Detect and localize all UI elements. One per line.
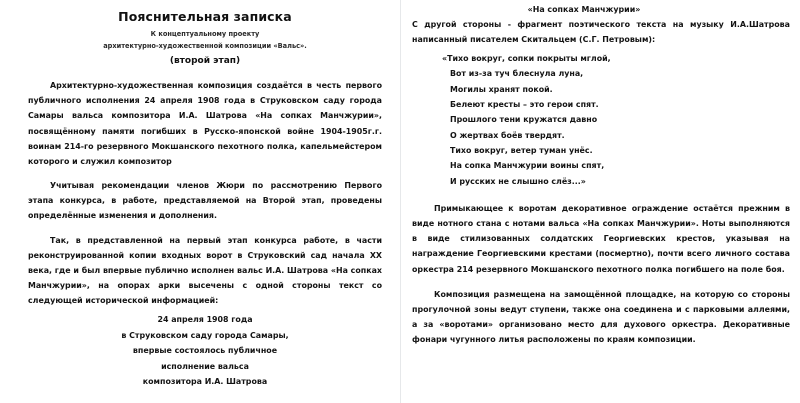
page-title: Пояснительная записка [118,9,292,24]
poem-line-5: Прошлого тени кружатся давно [450,115,598,125]
poem-line-1: «Тихо вокруг, сопки покрыты мглой, [442,53,611,63]
stage-label: (второй этап) [169,56,241,67]
inscription-block [28,312,382,389]
inscription-line-3: впервые состоялось публичное [132,346,278,356]
poem-body-spacer [412,189,790,201]
subtitle-line-1: К концептуальному проекту [150,30,260,38]
column-divider [400,0,401,403]
poem-line-3: Могилы хранят покой. [450,84,553,94]
title-body-spacer [28,66,382,78]
right-paragraph-2: Композиция размещена на замощённой площадке, на которую со стороны прогулочной зоны ведут ступени, также она соединена и с парковыми аллеями, а за «воротами» организовано место для духового оркестра. Декоративные фонари чугунного литья расположены по краям композиции. [412,289,790,345]
left-paragraph-3: Так, в представленной на первый этап конкурса работе, в части реконструированной копии входных ворот в Струковский сад начала XX века, где и был впервые публично исполнен вальс И.А. Шатрова «На сопках Манчжурии», на опорах арки высечены с одной стороны текст со следующей исторической информацией: [28,235,382,306]
poem-line-4: Белеют кресты – это герои спят. [450,99,599,109]
subtitle-line-2: архитектурно-художественной композиции «Вальс». [103,41,307,50]
left-paragraph-2: Учитывая рекомендации членов Жюри по рассмотрению Первого этапа конкурса, в работе, представляемой на Второй этап, проведены определённые изменения и дополнения. [28,181,382,221]
inscription-line-2: в Струковском саду города Самары, [121,330,289,340]
poem-line-2: Вот из-за туч блеснула луна, [450,69,584,79]
poem-line-6: О жертвах боёв твердят. [450,130,565,140]
inscription-line-5: композитора И.А. Шатрова [142,377,268,387]
right-column-heading: «На сопках Манчжурии» [527,5,641,14]
poem-line-7: Тихо вокруг, ветер туман унёс. [450,145,593,155]
poem-line-9: И русских не слышно слёз...» [450,176,586,186]
right-intro-paragraph: С другой стороны - фрагмент поэтического текста на музыку И.А.Шатрова написанный писателем Скитальцем (С.Г. Петровым): [412,19,790,44]
left-paragraph-1: Архитектурно-художественная композиция создаётся в честь первого публичного исполнения 24 апреля 1908 года в Струковском саду города Самары вальса композитора И.А. Шатрова «На сопках Манчжурии», посвящённому памяти погибших в Русско-японской войне 1904-1905г.г. воинам 214-го резервного Мокшанского пехотного полка, капельмейстером которого и служил композитор [28,81,382,166]
right-column [400,0,800,403]
poem-line-8: На сопка Манчжурии воины спят, [450,161,605,171]
right-paragraph-1: Примыкающее к воротам декоративное ограждение остаётся прежним в виде нотного стана с нотами вальса «На сопках Манчжурии». Ноты выполняются в виде стилизованных солдатских Георгиевских крестов, указывая на награждение Георгиевскими крестами (посмертно), почти всего личного состава оркестра 214 резервного Мокшанского пехотного полка погибшего на поле боя. [412,203,790,274]
inscription-line-4: исполнение вальса [161,361,249,371]
poem-block [412,51,790,189]
inscription-line-1: 24 апреля 1908 года [157,315,253,325]
